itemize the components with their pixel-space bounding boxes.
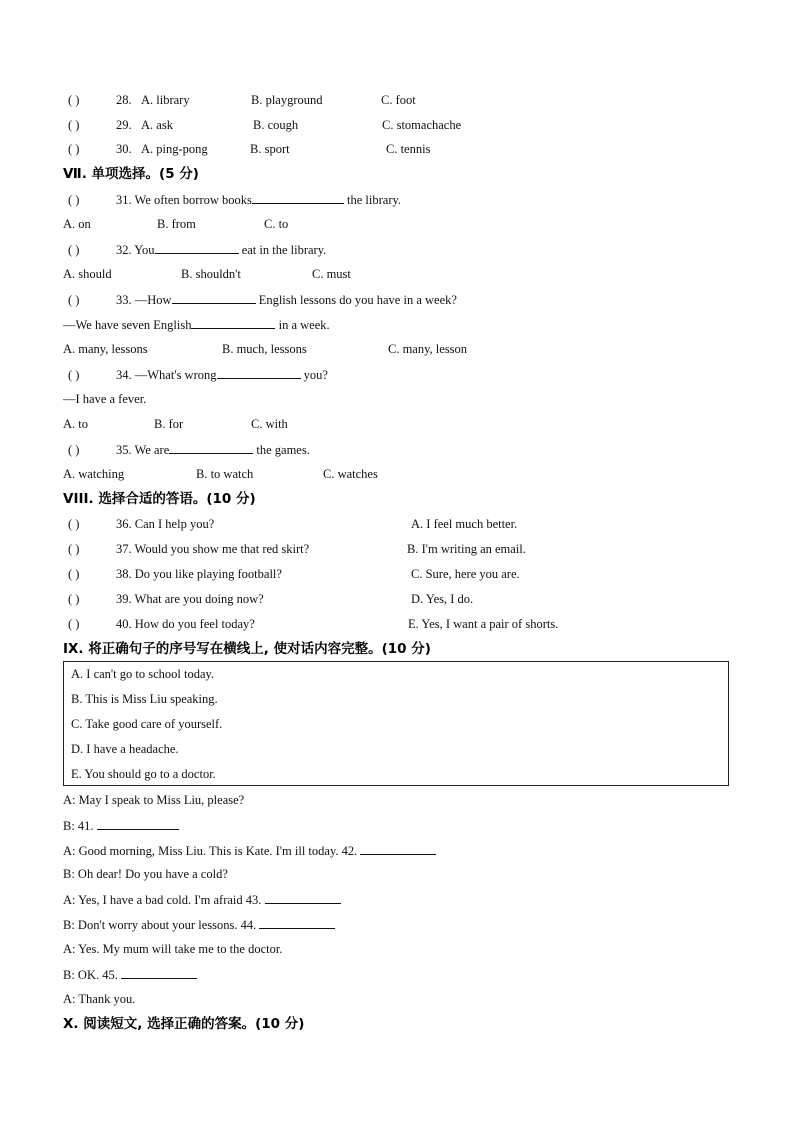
option-a: A. watching [63, 467, 125, 481]
answer-blank[interactable] [259, 916, 335, 929]
answer-paren: ( ) [68, 443, 80, 457]
option-c: C. watches [323, 467, 378, 481]
answer-blank[interactable] [155, 241, 239, 254]
option-b: B. cough [253, 118, 299, 132]
dialog-text: A: Good morning, Miss Liu. This is Kate. I'm ill today. 42. [63, 844, 358, 858]
option-b: B. shouldn't [181, 267, 241, 281]
answer-blank[interactable] [265, 891, 341, 904]
dialog-text: B: Don't worry about your lessons. 44. [63, 918, 257, 932]
option-b: B. for [154, 417, 184, 431]
question-text: 37. Would you show me that red skirt? [116, 542, 310, 556]
question-29 [68, 117, 132, 133]
dialog-text: B: 41. [63, 819, 94, 833]
option-c: C. foot [381, 93, 416, 107]
option-c: C. many, lesson [388, 342, 468, 356]
dialog-line: B: Oh dear! Do you have a cold? [63, 867, 228, 881]
answer-paren: ( ) [68, 118, 80, 132]
question-text: 31. We often borrow books [116, 193, 252, 207]
question-31 [68, 191, 401, 208]
option-c: C. with [251, 417, 288, 431]
option-b: B. from [157, 217, 196, 231]
option-c: C. to [264, 217, 289, 231]
match-row [68, 516, 214, 532]
match-row [68, 591, 264, 607]
question-35 [68, 441, 310, 458]
option-b: B. sport [250, 142, 290, 156]
question-number: 29. [116, 118, 132, 132]
answer-option: E. Yes, I want a pair of shorts. [408, 617, 559, 631]
question-text: 39. What are you doing now? [116, 592, 264, 606]
dialog-line: A: May I speak to Miss Liu, please? [63, 793, 245, 807]
question-30 [68, 141, 132, 157]
answer-blank[interactable] [169, 441, 253, 454]
answer-blank[interactable] [252, 191, 344, 204]
option-b: B. to watch [196, 467, 254, 481]
sentence-option: A. I can't go to school today. [71, 667, 215, 681]
option-a: A. to [63, 417, 88, 431]
dialog-text: A: Yes, I have a bad cold. I'm afraid 43. [63, 893, 262, 907]
section-8-title: VIII. 选择合适的答语。(10 分) [63, 491, 256, 507]
answer-paren: ( ) [68, 93, 80, 107]
question-32 [68, 241, 326, 258]
answer-blank[interactable] [191, 316, 275, 329]
dialog-line [63, 966, 197, 983]
question-text: the games. [256, 443, 310, 457]
match-row [68, 616, 255, 632]
match-row [68, 566, 282, 582]
dialog-line [63, 842, 436, 859]
answer-option: B. I'm writing an email. [407, 542, 526, 556]
option-c: C. stomachache [382, 118, 462, 132]
question-text: 36. Can I help you? [116, 517, 215, 531]
answer-paren: ( ) [68, 142, 80, 156]
dialog-line [63, 916, 335, 933]
question-number: 28. [116, 93, 132, 107]
dialog-line: A: Yes. My mum will take me to the doctor. [63, 942, 283, 956]
question-text: 33. —How [116, 293, 172, 307]
option-c: C. tennis [386, 142, 431, 156]
option-a: A. on [63, 217, 91, 231]
question-text: 35. We are [116, 443, 170, 457]
answer-paren: ( ) [68, 592, 80, 606]
sentence-option: E. You should go to a doctor. [71, 767, 216, 781]
answer-paren: ( ) [68, 567, 80, 581]
question-text: in a week. [278, 318, 330, 332]
answer-option: A. I feel much better. [411, 517, 518, 531]
question-33-line2 [63, 316, 330, 333]
question-number: 30. [116, 142, 132, 156]
option-b: B. playground [251, 93, 323, 107]
option-a: A. ping-pong [141, 142, 208, 156]
sentence-option: D. I have a headache. [71, 742, 179, 756]
match-row [68, 541, 309, 557]
answer-paren: ( ) [68, 293, 80, 307]
answer-paren: ( ) [68, 368, 80, 382]
option-a: A. should [63, 267, 112, 281]
question-34 [68, 366, 328, 383]
dialog-text: B: OK. 45. [63, 968, 118, 982]
option-a: A. library [141, 93, 190, 107]
answer-option: C. Sure, here you are. [411, 567, 520, 581]
question-text: the library. [347, 193, 402, 207]
question-text: 40. How do you feel today? [116, 617, 255, 631]
option-b: B. much, lessons [222, 342, 307, 356]
question-34-line2: —I have a fever. [63, 392, 147, 406]
answer-paren: ( ) [68, 617, 80, 631]
answer-paren: ( ) [68, 517, 80, 531]
answer-paren: ( ) [68, 243, 80, 257]
dialog-line [63, 817, 179, 834]
question-text: 32. You [116, 243, 155, 257]
question-33 [68, 291, 457, 308]
dialog-line: A: Thank you. [63, 992, 136, 1006]
option-c: C. must [312, 267, 351, 281]
answer-option: D. Yes, I do. [411, 592, 474, 606]
answer-paren: ( ) [68, 193, 80, 207]
question-text: 34. —What's wrong [116, 368, 217, 382]
answer-blank[interactable] [217, 366, 301, 379]
question-text: eat in the library. [241, 243, 327, 257]
question-text: you? [303, 368, 328, 382]
section-10-title: X. 阅读短文, 选择正确的答案。(10 分) [63, 1016, 305, 1032]
section-9-title: IX. 将正确句子的序号写在横线上, 使对话内容完整。(10 分) [63, 641, 431, 657]
answer-blank[interactable] [172, 291, 256, 304]
question-text: —We have seven English [63, 318, 192, 332]
sentence-option: C. Take good care of yourself. [71, 717, 223, 731]
question-28 [68, 92, 132, 108]
question-text: English lessons do you have in a week? [258, 293, 457, 307]
answer-paren: ( ) [68, 542, 80, 556]
sentence-option: B. This is Miss Liu speaking. [71, 692, 218, 706]
option-a: A. many, lessons [63, 342, 148, 356]
question-text: 38. Do you like playing football? [116, 567, 282, 581]
option-a: A. ask [141, 118, 173, 132]
answer-blank[interactable] [97, 817, 179, 830]
section-7-title: Ⅶ. 单项选择。(5 分) [63, 166, 199, 182]
answer-blank[interactable] [121, 966, 197, 979]
dialog-line [63, 891, 341, 908]
answer-blank[interactable] [360, 842, 436, 855]
